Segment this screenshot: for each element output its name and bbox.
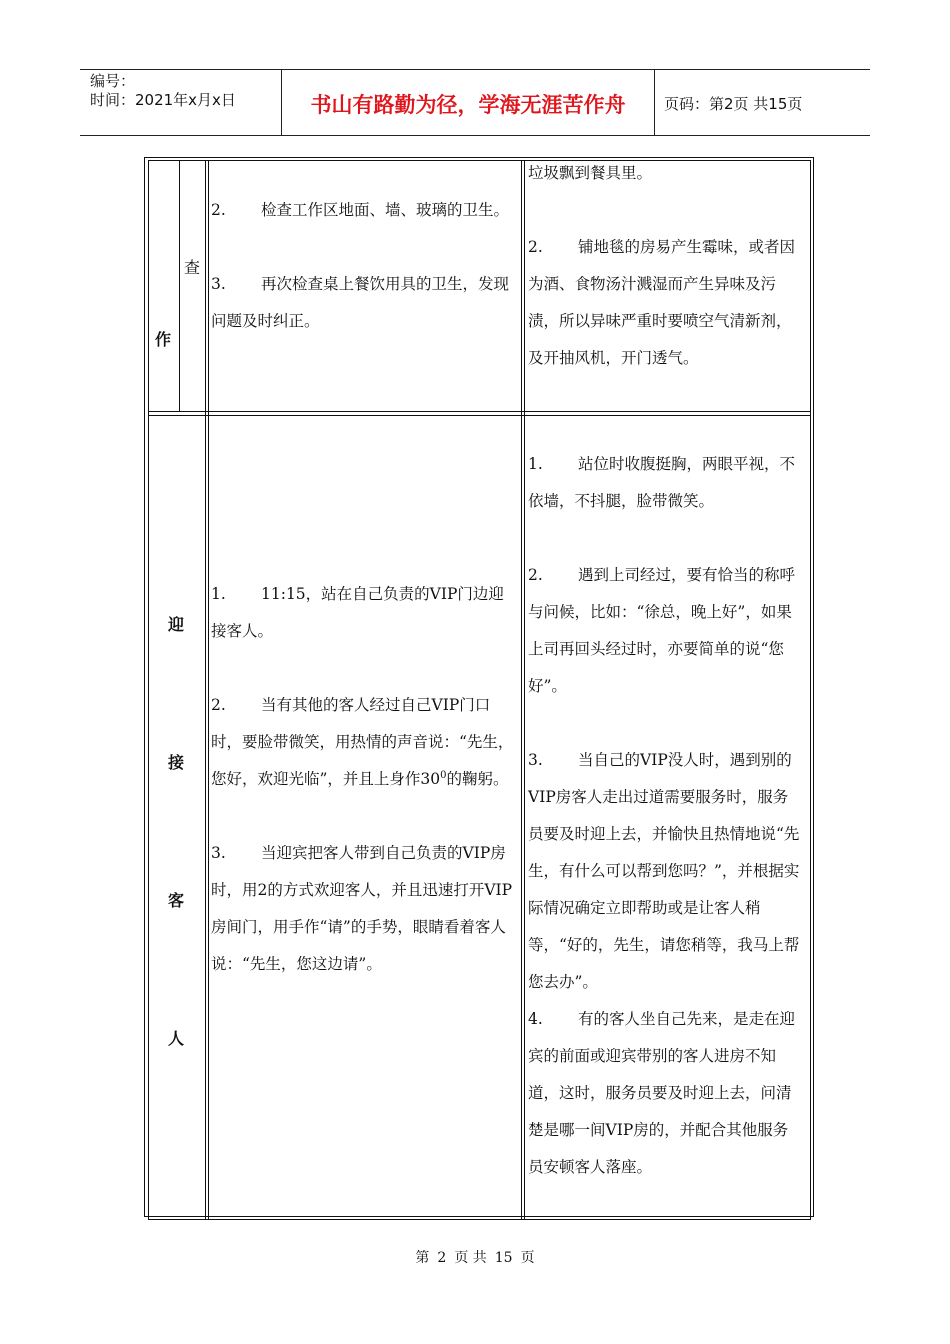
header-bottom-rule (80, 135, 870, 136)
item-number: 4. (528, 1010, 543, 1028)
header-page-label: 页码：第2页 共15页 (664, 95, 803, 113)
list-item (528, 155, 802, 192)
doc-number-label: 编号： (90, 72, 136, 90)
header-top-rule (80, 69, 870, 70)
section-label-work: 作 (155, 330, 172, 349)
footer-page-number: 2 (437, 1250, 447, 1266)
item-text: 当有其他的客人经过自己VIP门口时，要脸带微笑，用热情的声音说：“先生，您好，欢迎光临”，并且上身作30 (211, 696, 514, 788)
item-number: 1. (528, 455, 543, 473)
item-number: 1. (211, 585, 226, 603)
section-sublabel-check: 查 (184, 258, 201, 277)
footer-prefix: 第 (415, 1250, 430, 1266)
item-text: 铺地毯的房易产生霉味，或者因为酒、食物汤汁溅湿而产生异味及污渍，所以异味严重时要喷空气清新剂，及开抽风机，开门透气。 (528, 238, 796, 367)
item-text: 当自己的VIP没人时，遇到别的VIP房客人走出过道需要服务时，服务员要及时迎上去，并愉快且热情地说“先生，有什么可以帮到您吗？”，并根据实际情况确定立即帮助或是让客人稍等，“好的，先生，请您稍等，我马上帮您去办”。 (528, 751, 800, 991)
item-text: 再次检查桌上餐饮用具的卫生，发现问题及时纠正。 (211, 275, 510, 330)
welcome-right-cell (528, 446, 802, 1186)
page-footer (0, 1247, 950, 1267)
list-item (528, 446, 802, 520)
list-item (211, 835, 519, 983)
list-item (211, 192, 516, 229)
item-text: 遇到上司经过，要有恰当的称呼与问候，比如：“徐总，晚上好”，如果上司再回头经过时，亦要简单的说“您好”。 (528, 566, 796, 695)
welcome-left-cell (211, 576, 519, 983)
item-number: 2. (211, 201, 226, 219)
item-text: 11:15，站在自己负责的VIP门边迎接客人。 (211, 585, 504, 640)
footer-suffix: 页 (520, 1250, 535, 1266)
list-item (528, 742, 802, 1001)
item-text: 当迎宾把客人带到自己负责的VIP房时，用2的方式欢迎客人，并且迅速打开VIP房间门，用手作“请”的手势，眼睛看着客人说：“先生，您这边请”。 (211, 844, 513, 973)
footer-total-pages: 15 (494, 1250, 513, 1266)
footer-middle: 页 共 (454, 1250, 487, 1266)
section-label-char: 人 (168, 1029, 185, 1048)
item-text: 有的客人坐自己先来，是走在迎宾的前面或迎宾带别的客人进房不知道，这时，服务员要及时迎上去，问清楚是哪一间VIP房的，并配合其他服务员安顿客人落座。 (528, 1010, 796, 1176)
item-number: 3. (211, 275, 226, 293)
item-number: 2. (528, 238, 543, 256)
header-divider (654, 69, 655, 136)
item-number: 3. (528, 751, 543, 769)
work-left-cell (211, 192, 516, 340)
header-motto: 书山有路勤为径，学海无涯苦作舟 (310, 93, 626, 117)
item-text: 的鞠躬。 (446, 770, 509, 788)
list-item (528, 229, 802, 377)
section-label-char: 客 (168, 891, 185, 910)
item-number: 2. (528, 566, 543, 584)
doc-time-label: 时间：2021年x月x日 (90, 91, 236, 109)
item-text: 垃圾飘到餐具里。 (528, 164, 653, 182)
section-label-char: 迎 (168, 615, 185, 634)
item-text: 站位时收腹挺胸，两眼平视，不依墙，不抖腿，脸带微笑。 (528, 455, 796, 510)
list-item (528, 1001, 802, 1186)
list-item (211, 687, 519, 798)
item-number: 2. (211, 696, 226, 714)
item-number: 3. (211, 844, 226, 862)
list-item (211, 266, 516, 340)
degree-superscript: 0 (440, 769, 447, 781)
work-right-cell (528, 155, 802, 377)
list-item (528, 557, 802, 705)
list-item (211, 576, 519, 650)
item-text: 检查工作区地面、墙、玻璃的卫生。 (261, 201, 510, 219)
section-label-char: 接 (168, 753, 185, 772)
